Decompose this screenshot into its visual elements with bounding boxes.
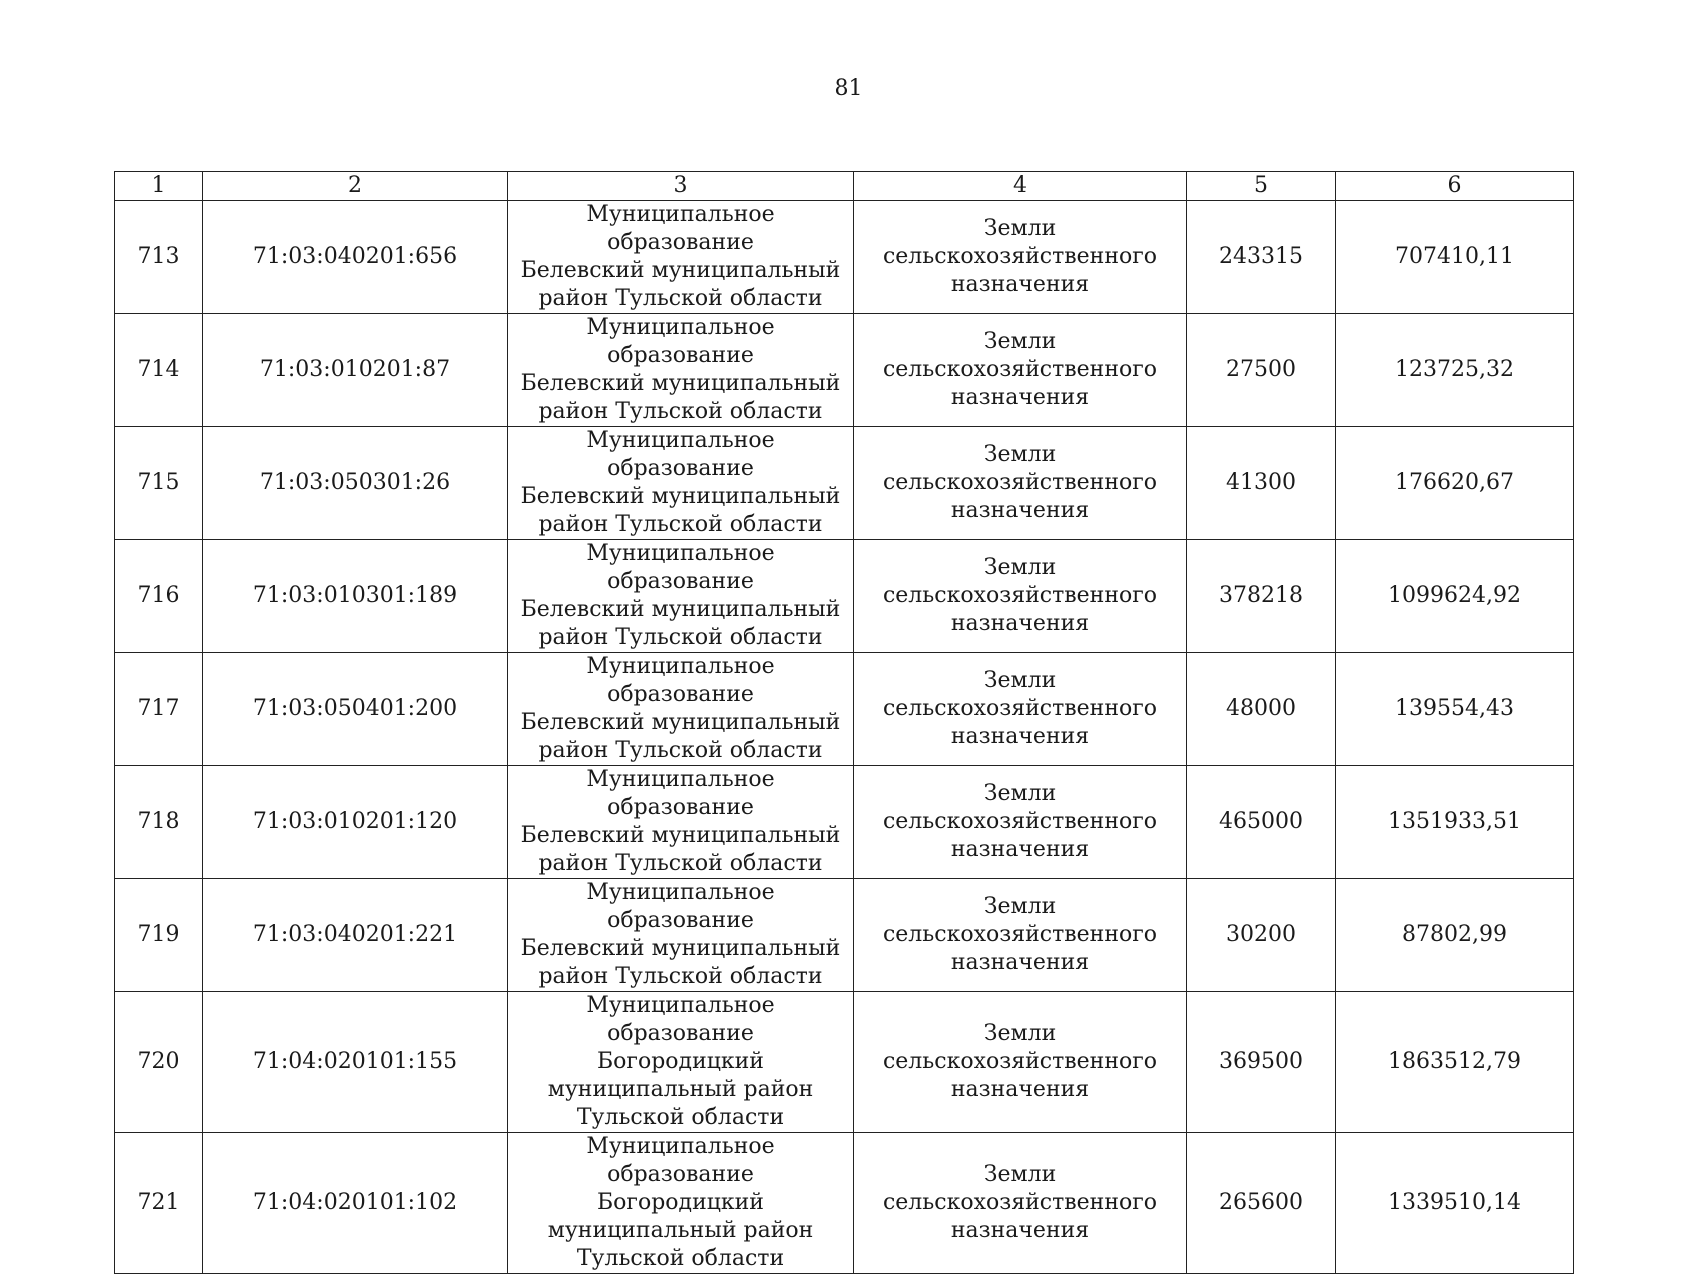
owner-cell-line: Богородицкий — [597, 1190, 764, 1215]
cadastral-value-cell: 176620,67 — [1336, 427, 1574, 540]
land-category-cell-line: Земли — [983, 1162, 1057, 1187]
row-number-cell: 715 — [115, 427, 203, 540]
cadastral-number-cell: 71:03:040201:656 — [203, 201, 508, 314]
land-category-cell-line: сельскохозяйственного — [882, 583, 1158, 608]
owner-cell-line: район Тульской области — [538, 625, 823, 650]
column-header-4: 4 — [854, 172, 1187, 201]
owner-cell-line: Белевский муниципальный — [520, 823, 841, 848]
land-category-cell-line: Земли — [983, 442, 1057, 467]
header-row — [115, 172, 1574, 201]
area-cell: 369500 — [1187, 992, 1336, 1133]
table-row — [115, 540, 1574, 653]
cadastral-value-cell: 1351933,51 — [1336, 766, 1574, 879]
page-number: 81 — [834, 76, 863, 101]
owner-cell-line: Муниципальное образование — [586, 654, 775, 707]
land-category-cell-line: назначения — [950, 724, 1090, 749]
owner-cell-line: муниципальный район — [547, 1077, 814, 1102]
owner-cell — [508, 540, 854, 653]
land-category-cell — [854, 653, 1187, 766]
owner-cell-line: Белевский муниципальный — [520, 371, 841, 396]
land-category-cell-line: назначения — [950, 950, 1090, 975]
area-cell: 378218 — [1187, 540, 1336, 653]
owner-cell-line: Муниципальное образование — [586, 541, 775, 594]
owner-cell-line: район Тульской области — [538, 286, 823, 311]
cadastral-number-cell: 71:03:010201:87 — [203, 314, 508, 427]
cadastral-value-cell: 87802,99 — [1336, 879, 1574, 992]
land-category-cell-line: назначения — [950, 1218, 1090, 1243]
cadastral-value-cell: 1099624,92 — [1336, 540, 1574, 653]
owner-cell-line: Белевский муниципальный — [520, 484, 841, 509]
land-category-cell-line: Земли — [983, 668, 1057, 693]
cadastral-value-cell: 123725,32 — [1336, 314, 1574, 427]
cadastral-value-cell: 1863512,79 — [1336, 992, 1574, 1133]
land-category-cell-line: Земли — [983, 1021, 1057, 1046]
table-row — [115, 766, 1574, 879]
owner-cell-line: Белевский муниципальный — [520, 936, 841, 961]
cadastral-number-cell: 71:03:010301:189 — [203, 540, 508, 653]
cadastral-number-cell: 71:03:040201:221 — [203, 879, 508, 992]
owner-cell — [508, 1133, 854, 1274]
owner-cell-line: муниципальный район — [547, 1218, 814, 1243]
land-category-cell — [854, 427, 1187, 540]
owner-cell-line: Белевский муниципальный — [520, 258, 841, 283]
column-header-1: 1 — [115, 172, 203, 201]
land-category-cell-line: назначения — [950, 1077, 1090, 1102]
cadastral-number-cell: 71:04:020101:102 — [203, 1133, 508, 1274]
cadastral-value-cell: 1339510,14 — [1336, 1133, 1574, 1274]
row-number-cell: 714 — [115, 314, 203, 427]
table-row — [115, 314, 1574, 427]
land-category-cell-line: назначения — [950, 498, 1090, 523]
land-category-cell-line: сельскохозяйственного — [882, 357, 1158, 382]
land-category-cell-line: Земли — [983, 555, 1057, 580]
land-category-cell-line: сельскохозяйственного — [882, 1049, 1158, 1074]
land-category-cell-line: Земли — [983, 894, 1057, 919]
land-category-cell-line: назначения — [950, 611, 1090, 636]
table-row — [115, 653, 1574, 766]
column-header-6: 6 — [1336, 172, 1574, 201]
column-header-2: 2 — [203, 172, 508, 201]
owner-cell — [508, 314, 854, 427]
owner-cell-line: Белевский муниципальный — [520, 710, 841, 735]
land-category-cell-line: сельскохозяйственного — [882, 696, 1158, 721]
land-category-cell-line: Земли — [983, 329, 1057, 354]
area-cell: 465000 — [1187, 766, 1336, 879]
area-cell: 265600 — [1187, 1133, 1336, 1274]
land-category-cell — [854, 992, 1187, 1133]
land-category-cell — [854, 1133, 1187, 1274]
cadastral-number-cell: 71:03:050301:26 — [203, 427, 508, 540]
owner-cell — [508, 992, 854, 1133]
table-row — [115, 427, 1574, 540]
area-cell: 27500 — [1187, 314, 1336, 427]
cadastral-value-cell: 139554,43 — [1336, 653, 1574, 766]
row-number-cell: 721 — [115, 1133, 203, 1274]
owner-cell — [508, 766, 854, 879]
owner-cell-line: Муниципальное образование — [586, 315, 775, 368]
land-category-cell-line: Земли — [983, 781, 1057, 806]
owner-cell-line: Муниципальное образование — [586, 993, 775, 1046]
owner-cell-line: Богородицкий — [597, 1049, 764, 1074]
column-header-5: 5 — [1187, 172, 1336, 201]
cadastral-number-cell: 71:03:050401:200 — [203, 653, 508, 766]
row-number-cell: 716 — [115, 540, 203, 653]
owner-cell-line: Белевский муниципальный — [520, 597, 841, 622]
land-category-cell — [854, 540, 1187, 653]
land-category-cell-line: сельскохозяйственного — [882, 809, 1158, 834]
owner-cell-line: район Тульской области — [538, 512, 823, 537]
row-number-cell: 720 — [115, 992, 203, 1133]
land-category-cell — [854, 879, 1187, 992]
area-cell: 41300 — [1187, 427, 1336, 540]
area-cell: 243315 — [1187, 201, 1336, 314]
land-category-cell — [854, 201, 1187, 314]
table-row — [115, 992, 1574, 1133]
land-category-cell-line: сельскохозяйственного — [882, 470, 1158, 495]
land-category-cell-line: назначения — [950, 385, 1090, 410]
owner-cell-line: Муниципальное образование — [586, 880, 775, 933]
land-category-cell-line: назначения — [950, 272, 1090, 297]
area-cell: 48000 — [1187, 653, 1336, 766]
owner-cell-line: район Тульской области — [538, 399, 823, 424]
owner-cell — [508, 653, 854, 766]
owner-cell — [508, 201, 854, 314]
land-category-cell-line: Земли — [983, 216, 1057, 241]
row-number-cell: 718 — [115, 766, 203, 879]
land-registry-table — [114, 171, 1574, 1274]
owner-cell-line: район Тульской области — [538, 738, 823, 763]
table-body — [115, 201, 1574, 1274]
table-header — [115, 172, 1574, 201]
land-category-cell-line: сельскохозяйственного — [882, 922, 1158, 947]
owner-cell — [508, 427, 854, 540]
land-category-cell — [854, 766, 1187, 879]
owner-cell — [508, 879, 854, 992]
cadastral-value-cell: 707410,11 — [1336, 201, 1574, 314]
table-row — [115, 201, 1574, 314]
cadastral-number-cell: 71:03:010201:120 — [203, 766, 508, 879]
owner-cell-line: Тульской области — [576, 1105, 785, 1130]
owner-cell-line: Тульской области — [576, 1246, 785, 1271]
area-cell: 30200 — [1187, 879, 1336, 992]
land-category-cell-line: сельскохозяйственного — [882, 244, 1158, 269]
cadastral-number-cell: 71:04:020101:155 — [203, 992, 508, 1133]
owner-cell-line: Муниципальное образование — [586, 428, 775, 481]
owner-cell-line: район Тульской области — [538, 851, 823, 876]
owner-cell-line: Муниципальное образование — [586, 202, 775, 255]
owner-cell-line: Муниципальное образование — [586, 1134, 775, 1187]
table-row — [115, 1133, 1574, 1274]
table-row — [115, 879, 1574, 992]
row-number-cell: 717 — [115, 653, 203, 766]
land-category-cell — [854, 314, 1187, 427]
land-category-cell-line: назначения — [950, 837, 1090, 862]
owner-cell-line: район Тульской области — [538, 964, 823, 989]
row-number-cell: 719 — [115, 879, 203, 992]
land-category-cell-line: сельскохозяйственного — [882, 1190, 1158, 1215]
owner-cell-line: Муниципальное образование — [586, 767, 775, 820]
row-number-cell: 713 — [115, 201, 203, 314]
column-header-3: 3 — [508, 172, 854, 201]
